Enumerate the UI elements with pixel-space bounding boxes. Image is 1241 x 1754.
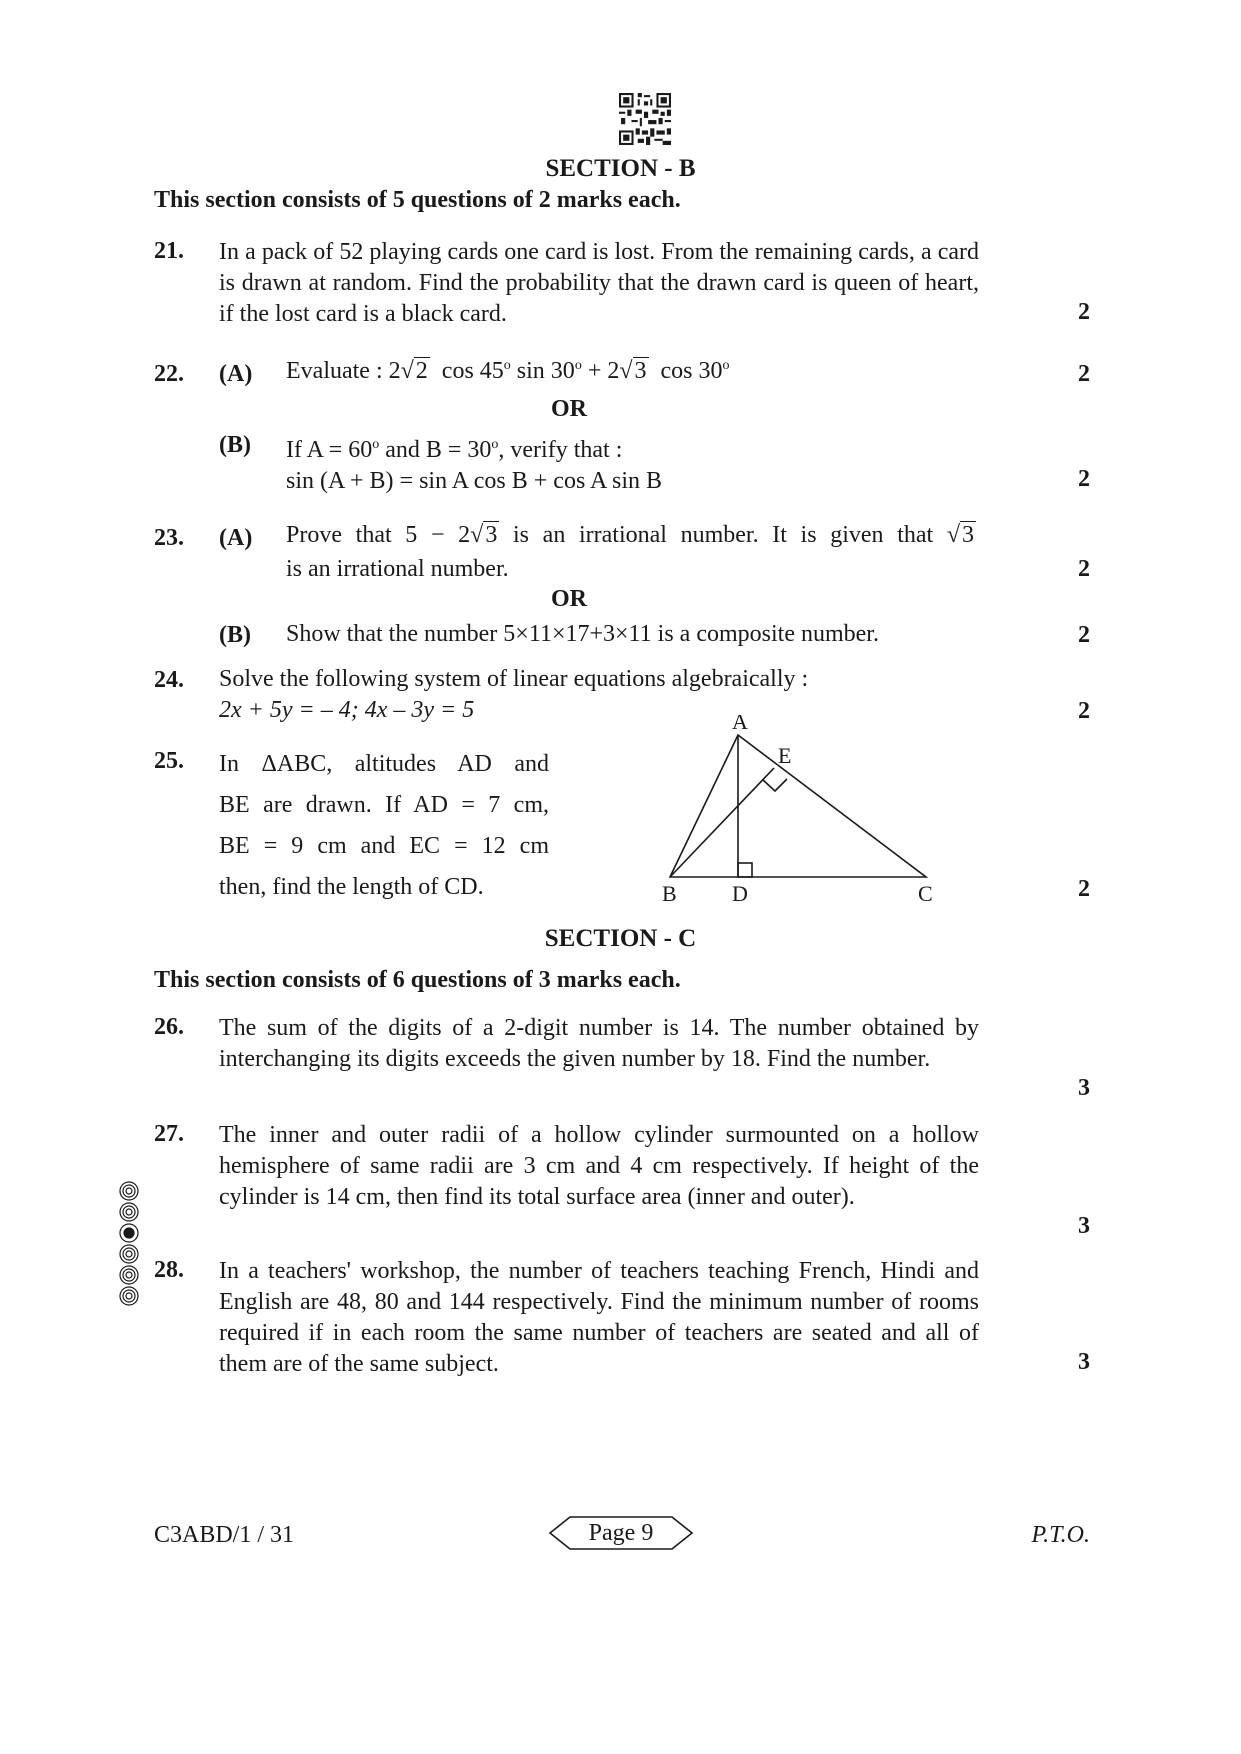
label-e: E <box>778 743 792 768</box>
paper-code: C3ABD/1 / 31 <box>154 1522 295 1548</box>
equations: 2x + 5y = – 4; 4x – 3y = 5 <box>219 697 475 723</box>
question-marks: 3 <box>1078 1213 1090 1239</box>
part-text: Show that the number 5×11×17+3×11 is a composite number. <box>286 621 879 647</box>
section-c-description: This section consists of 6 questions of 3 marks each. <box>154 967 681 993</box>
part-text: If $A = 60^o$ and $B = 30^o$, verify that : sin (A + B) = sin A cos B + cos A sin B <box>286 437 662 494</box>
label-b: B <box>662 881 677 906</box>
question-number: 26. <box>154 1014 184 1040</box>
label-a: A <box>732 715 748 734</box>
question-text: In a teachers' workshop, the number of teachers teaching French, Hindi and English are 48, 80 and 144 respectively. Find the minimum number of rooms required if in each room the same number of teachers are seated and all of them are of the same subject. <box>219 1258 979 1377</box>
label-c: C <box>918 881 933 906</box>
pto-label: P.T.O. <box>1031 1522 1090 1548</box>
part-text: Prove that 5 − 2√3 is an irrational number. It is given that √3 <box>286 522 975 548</box>
part-label: (B) <box>219 432 251 458</box>
question-number: 23. <box>154 525 184 551</box>
part-label: (A) <box>219 361 253 387</box>
question-marks: 3 <box>1078 1075 1090 1101</box>
qr-code-icon <box>619 93 671 145</box>
part-text-line2: is an irrational number. <box>286 556 509 582</box>
question-marks: 2 <box>1078 466 1090 492</box>
part-label: (B) <box>219 622 251 648</box>
label-d: D <box>732 881 748 906</box>
evaluate-expression: Evaluate : 2√2 cos 45$^o$ sin 30$^o$ + 2√3 cos 30$^o$ <box>286 358 730 384</box>
or-separator: OR <box>551 586 587 612</box>
page-number: Page 9 <box>588 1520 654 1546</box>
question-marks: 3 <box>1078 1349 1090 1375</box>
question-text: The sum of the digits of a 2-digit number is 14. The number obtained by interchanging its digits exceeds the given number by 18. Find the number. <box>219 1015 979 1072</box>
part-label: (A) <box>219 525 253 551</box>
question-number: 25. <box>154 748 184 774</box>
question-number: 28. <box>154 1257 184 1283</box>
question-text: In ΔABC, altitudes AD and BE are drawn. If AD = 7 cm, BE = 9 cm and EC = 12 cm then, find the length of CD. <box>219 751 549 900</box>
triangle-abc <box>670 735 926 877</box>
section-b-description: This section consists of 5 questions of 2 marks each. <box>154 187 681 213</box>
question-marks: 2 <box>1078 299 1090 325</box>
question-text: Solve the following system of linear equations algebraically : <box>219 666 809 692</box>
question-marks: 2 <box>1078 698 1090 724</box>
altitude-be <box>670 768 774 877</box>
spiral-binding-icon <box>118 1180 140 1310</box>
section-b-title: SECTION - B <box>545 155 696 182</box>
question-marks: 2 <box>1078 556 1090 582</box>
question-number: 21. <box>154 238 184 264</box>
question-number: 24. <box>154 667 184 693</box>
section-c-title: SECTION - C <box>544 925 697 952</box>
question-marks: 2 <box>1078 361 1090 387</box>
question-number: 27. <box>154 1121 184 1147</box>
right-angle-e <box>763 779 787 791</box>
question-marks: 2 <box>1078 622 1090 648</box>
triangle-abc-figure <box>650 715 950 910</box>
question-text: In a pack of 52 playing cards one card is lost. From the remaining cards, a card is drawn at random. Find the probability that the drawn card is queen of heart, if the lost card is a black card. <box>219 239 979 327</box>
question-marks: 2 <box>1078 876 1090 902</box>
question-number: 22. <box>154 361 184 387</box>
question-text: The inner and outer radii of a hollow cylinder surmounted on a hollow hemisphere of same radii are 3 cm and 4 cm respectively. If height of the cylinder is 14 cm, then find its total surface area (inner and outer). <box>219 1122 979 1210</box>
right-angle-d <box>738 863 752 877</box>
or-separator: OR <box>551 396 587 422</box>
